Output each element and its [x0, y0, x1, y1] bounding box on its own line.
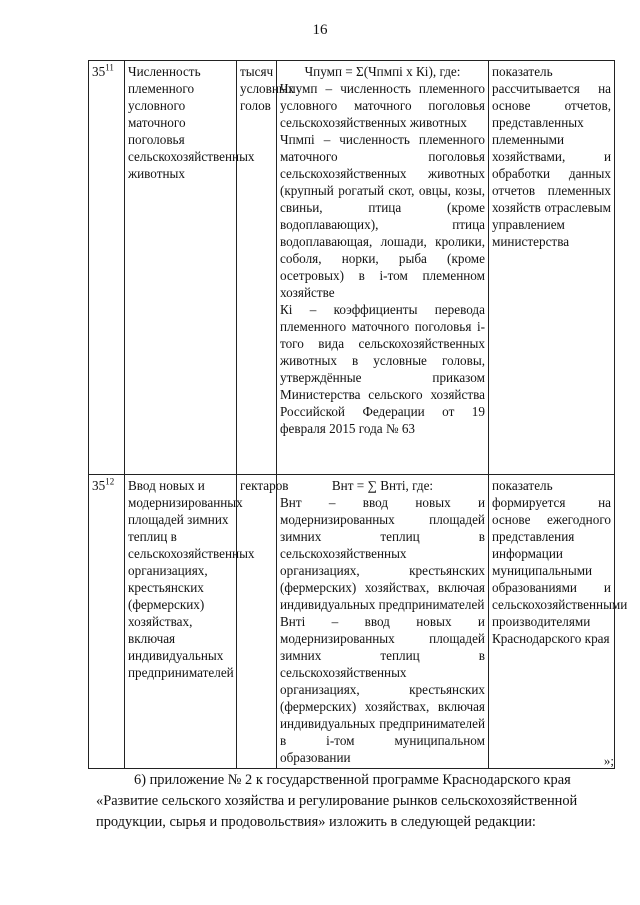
formula-definition: Внт – ввод новых и модернизированных площадей зимних теплиц в сельскохозяйственных организациях, крестьянских (фермерских) хозяйствах, включая индивидуальных предпринимателей	[280, 495, 485, 612]
amendment-paragraph-body: «Развитие сельского хозяйства и регулирование рынков сельскохозяйственной продукции, сырья и продовольствия» изложить в следующей редакции:	[96, 793, 578, 830]
source-description: показатель формируется на основе ежегодного представления информации муниципальными образованиями и сельскохозяйственными производителями Краснодарского края	[492, 478, 628, 646]
source-description: показатель рассчитывается на основе отчетов, представленных племенными хозяйствами, и обработки данных отчетов племенных хозяйств отраслевым управлением министерства	[492, 64, 611, 249]
formula-definition: Чпумп – численность племенного условного маточного поголовья сельскохозяйственных животных	[280, 81, 485, 130]
formula-cell	[277, 475, 489, 769]
source-cell	[489, 475, 628, 769]
formula-heading: Чпумп = Σ(Чпмпi x Кi), где:	[304, 64, 461, 79]
table-row	[89, 475, 615, 769]
page-number: 16	[312, 22, 328, 38]
unit-cell	[237, 61, 295, 475]
source-cell	[489, 61, 615, 475]
amendment-paragraph-intro: 6) приложение № 2 к государственной программе Краснодарского края	[134, 772, 571, 788]
row-number: 35	[92, 64, 106, 79]
unit-label: тысяч условных голов	[240, 64, 295, 113]
unit-label: гектаров	[240, 478, 289, 493]
formula-cell	[277, 61, 489, 475]
indicator-name-cell	[125, 475, 255, 769]
unit-cell	[237, 475, 289, 769]
formula-heading: Внт = ∑ Внтi, где:	[331, 478, 434, 493]
indicator-name: Численность племенного условного маточного поголовья сельскохозяйственных животных	[128, 64, 255, 181]
formula-definition: Чпмпi – численность племенного маточного поголовья сельскохозяйственных животных (крупный рогатый скот, овцы, козы, свиньи, птица (кроме водоплавающих), птица водоплавающая, лошади, кролики, соболя, норки, рыба (кроме осетровых) в i-том племенном хозяйстве	[280, 132, 485, 300]
closing-quote-mark: »;	[603, 753, 614, 768]
indicator-table	[88, 60, 628, 769]
indicator-name: Ввод новых и модернизированных площадей зимних теплиц в сельскохозяйственных организациях, крестьянских (фермерских) хозяйствах, включая индивидуальных предпринимателей	[128, 478, 255, 680]
row-number: 35	[92, 478, 106, 493]
row-number-superscript: 12	[105, 476, 115, 487]
table-row	[89, 61, 615, 475]
row-number-cell	[89, 61, 125, 475]
formula-definition: Кi – коэффициенты перевода племенного маточного поголовья i-того вида сельскохозяйственных животных в условные головы, утверждённые приказом Министерства сельского хозяйства Российской Федерации от 19 февраля 2015 года № 63	[280, 302, 485, 436]
indicator-name-cell	[125, 61, 255, 475]
row-number-superscript: 11	[105, 62, 114, 73]
formula-definition: Внтi – ввод новых и модернизированных площадей зимних теплиц в сельскохозяйственных организациях, крестьянских (фермерских) хозяйствах, включая индивидуальных предпринимателей в i-том муниципальном образовании	[280, 614, 485, 765]
row-number-cell	[89, 475, 125, 769]
